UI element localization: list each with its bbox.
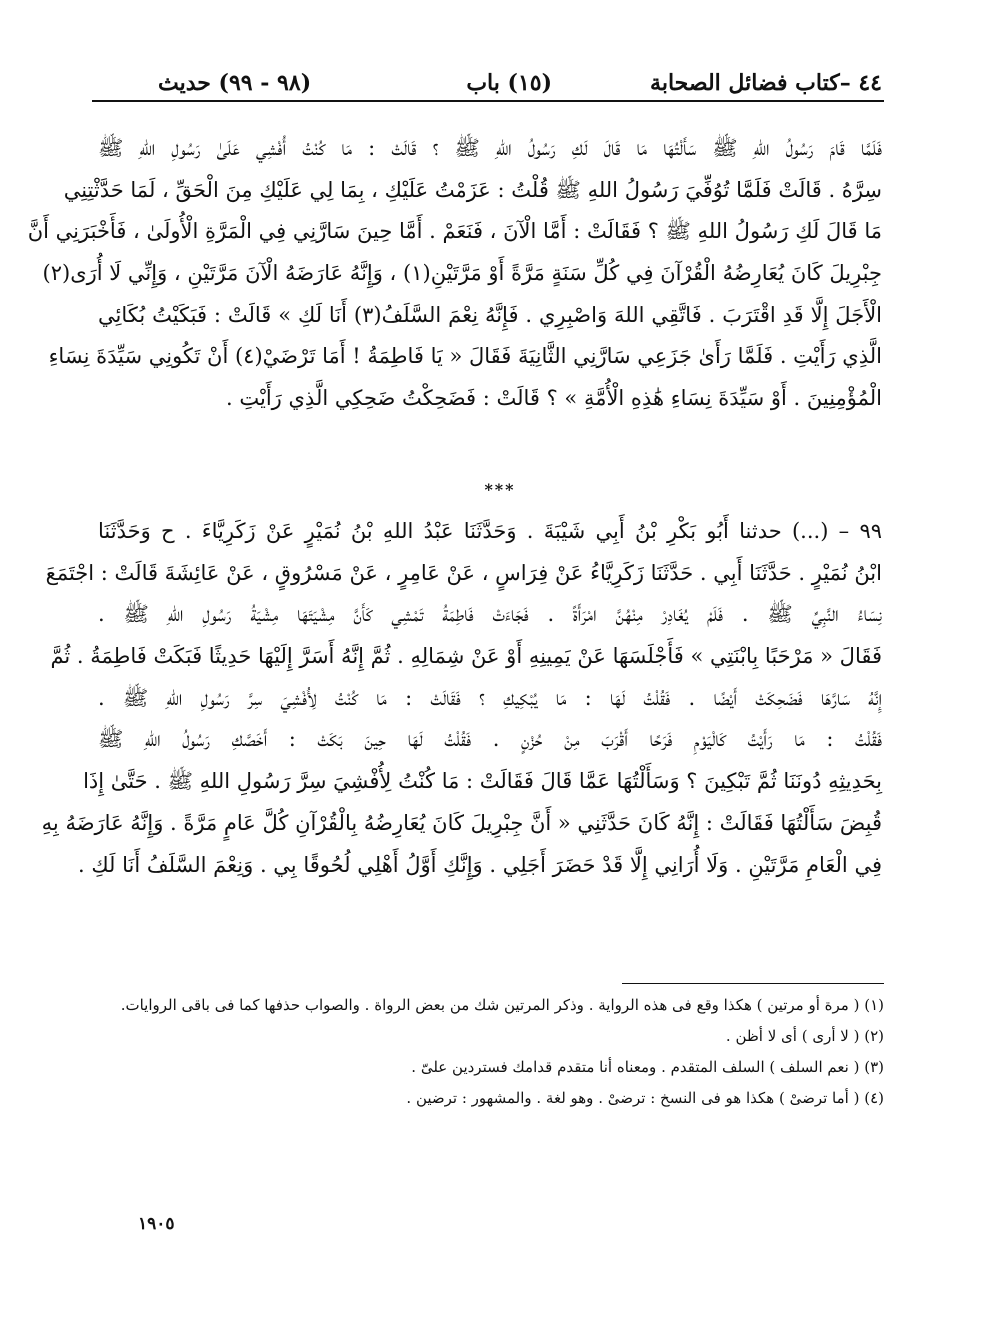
- header-chapter: (١٥) باب: [466, 70, 552, 96]
- footnote-2: (٢) ( لا أرى ) أى لا أظن .: [725, 1027, 884, 1045]
- text-line: جِبْرِيلَ كَانَ يُعَارِضُهُ الْقُرْآنَ فِي كُلِّ سَنَةٍ مَرَّةً أَوْ مَرَّتَيْنِ(١) ، وَإِنَّهُ عَارَضَهُ الْآنَ مَرَّتَيْنِ ، وَإِنِّي لَا أُرَى(٢): [42, 261, 882, 286]
- hadith-98-continuation: [27, 128, 883, 420]
- header-book-title: ٤٤ –كتاب فضائل الصحابة: [650, 70, 882, 96]
- footnotes: [96, 990, 884, 1114]
- text-line: نِسَاءُ النَّبِيِّ ﷺ . فَلَمْ يُغَادِرْ مِنْهُنَّ امْرَأَةً . فَجَاءَتْ فَاطِمَةُ تَمْشِي كَأَنَّ مِشْيَتَهَا مِشْيَةُ رَسُولِ اللهِ ﷺ .: [98, 602, 882, 627]
- text-line: إِنَّهُ سَارَّهَا فَضَحِكَتْ أَيْضًا . فَقُلْتُ لَهَا : مَا يُبْكِيكِ ؟ فَقَالَتْ : مَا كُنْتُ لِأُفْشِيَ سِرَّ رَسُولِ اللهِ ﷺ .: [98, 685, 882, 710]
- text-line: الْمُؤْمِنِينَ . أَوْ سَيِّدَةَ نِسَاءِ هَٰذِهِ الْأُمَّةِ » ؟ قَالَتْ : فَضَحِكْتُ ضَحِكِي الَّذِي رَأَيْتِ .: [226, 386, 882, 411]
- hadith-99: [41, 511, 882, 886]
- text-line: فِي الْعَامِ مَرَّتَيْنِ . وَلَا أُرَانِي إِلَّا قَدْ حَضَرَ أَجَلِي . وَإِنَّكِ أَوَّلُ أَهْلِي لُحُوقًا بِي . وَنِعْمَ السَّلَفُ أَنَا لَكِ .: [77, 852, 882, 877]
- text-line: فَقَالَ « مَرْحَبًا بِابْنَتِي » فَأَجْلَسَهَا عَنْ يَمِينِهِ أَوْ عَنْ شِمَالِهِ . ثُمَّ إِنَّهُ أَسَرَّ إِلَيْهَا حَدِيثًا فَبَكَتْ فَاطِمَةُ . ثُمَّ: [50, 644, 882, 669]
- text-line: الَّذِي رَأَيْتِ . فَلَمَّا رَأَىٰ جَزَعِي سَارَّنِي الثَّانِيَةَ فَقَالَ « يَا فَاطِمَةُ ! أَمَا تَرْضَيْ(٤) أَنْ تَكُونِي سَيِّدَةَ نِسَاءِ: [48, 344, 882, 369]
- footnote-1: (١) ( مرة أو مرتين ) هكذا وقع فى هذه الرواية . وذكر المرتين شك من بعض الرواة . والصواب حذفها كما فى باقى الروايات.: [120, 996, 884, 1014]
- footnote-divider: [622, 983, 884, 984]
- text-line: سِرَّهُ . قَالَتْ فَلَمَّا تُوُفِّيَ رَسُولُ اللهِ ﷺ قُلْتُ : عَزَمْتُ عَلَيْكِ ، بِمَا لِي عَلَيْكِ مِنَ الْحَقِّ ، لَمَا حَدَّثْتِنِي: [63, 177, 882, 202]
- text-line: ابْنُ نُمَيْرٍ . حَدَّثَنَا أَبِي . حَدَّثَنَا زَكَرِيَّاءُ عَنْ فِرَاسٍ ، عَنْ عَامِرٍ ، عَنْ مَسْرُوقٍ ، عَنْ عَائِشَةَ قَالَتْ : اجْتَمَعَ: [45, 560, 882, 585]
- section-separator: ***: [484, 480, 516, 499]
- text-line: فَقُلْتُ : مَا رَأَيْتُ كَالْيَوْمِ فَرَحًا أَقْرَبَ مِنْ حُزْنٍ . فَقُلْتُ لَهَا حِينَ بَكَتْ : أَخَصَّكِ رَسُولُ اللهِ ﷺ: [98, 727, 882, 752]
- text-line: بِحَدِيثِهِ دُونَنَا ثُمَّ تَبْكِينَ ؟ وَسَأَلْتُهَا عَمَّا قَالَ فَقَالَتْ : مَا كُنْتُ لِأُفْشِيَ سِرَّ رَسُولِ اللهِ ﷺ . حَتَّىٰ إِذَا: [83, 769, 882, 794]
- header-hadith-range: (٩٨ - ٩٩) حديث: [158, 70, 312, 96]
- text-line: قُبِضَ سَأَلْتُهَا فَقَالَتْ : إِنَّهُ كَانَ حَدَّثَنِي « أَنَّ جِبْرِيلَ كَانَ يُعَارِضُهُ بِالْقُرْآنِ كُلَّ عَامٍ مَرَّةً . وَإِنَّهُ عَارَضَهُ بِهِ: [41, 810, 882, 835]
- page-number: ١٩٠٥: [138, 1214, 175, 1234]
- footnote-3: (٣) ( نعم السلف ) السلف المتقدم . ومعناه أنا متقدم قدامك فستردين علىّ .: [411, 1058, 884, 1076]
- text-line: مَا قَالَ لَكِ رَسُولُ اللهِ ﷺ ؟ فَقَالَتْ : أَمَّا الْآنَ ، فَنَعَمْ . أَمَّا حِينَ سَارَّنِي فِي الْمَرَّةِ الْأُولَىٰ ، فَأَخْبَرَنِي أَنَّ: [27, 219, 882, 244]
- running-header: [92, 66, 882, 100]
- header-divider: [92, 100, 884, 102]
- text-line: فَلَمَّا قَامَ رَسُولُ اللهِ ﷺ سَأَلْتُهَا مَا قَالَ لَكِ رَسُولُ اللهِ ﷺ ؟ قَالَتْ : مَا كُنْتُ أُفْشِي عَلَىٰ رَسُولِ اللهِ ﷺ: [98, 136, 882, 160]
- text-line: الْأَجَلَ إِلَّا قَدِ اقْتَرَبَ . فَاتَّقِي اللهَ وَاصْبِرِي . فَإِنَّهُ نِعْمَ السَّلَفُ(٣) أَنَا لَكِ » قَالَتْ : فَبَكَيْتُ بُكَائِي: [98, 302, 883, 327]
- text-line: ٩٩ – (...) حدثنا أَبُو بَكْرِ بْنُ أَبِي شَيْبَةَ . وَحَدَّثَنَا عَبْدُ اللهِ بْنُ نُمَيْرٍ عَنْ زَكَرِيَّاءَ . ح وَحَدَّثَنَا: [98, 519, 882, 543]
- footnote-4: (٤) ( أما ترضىْ ) هكذا هو فى النسخ : ترضىْ . وهو لغة . والمشهور : ترضين .: [406, 1089, 884, 1107]
